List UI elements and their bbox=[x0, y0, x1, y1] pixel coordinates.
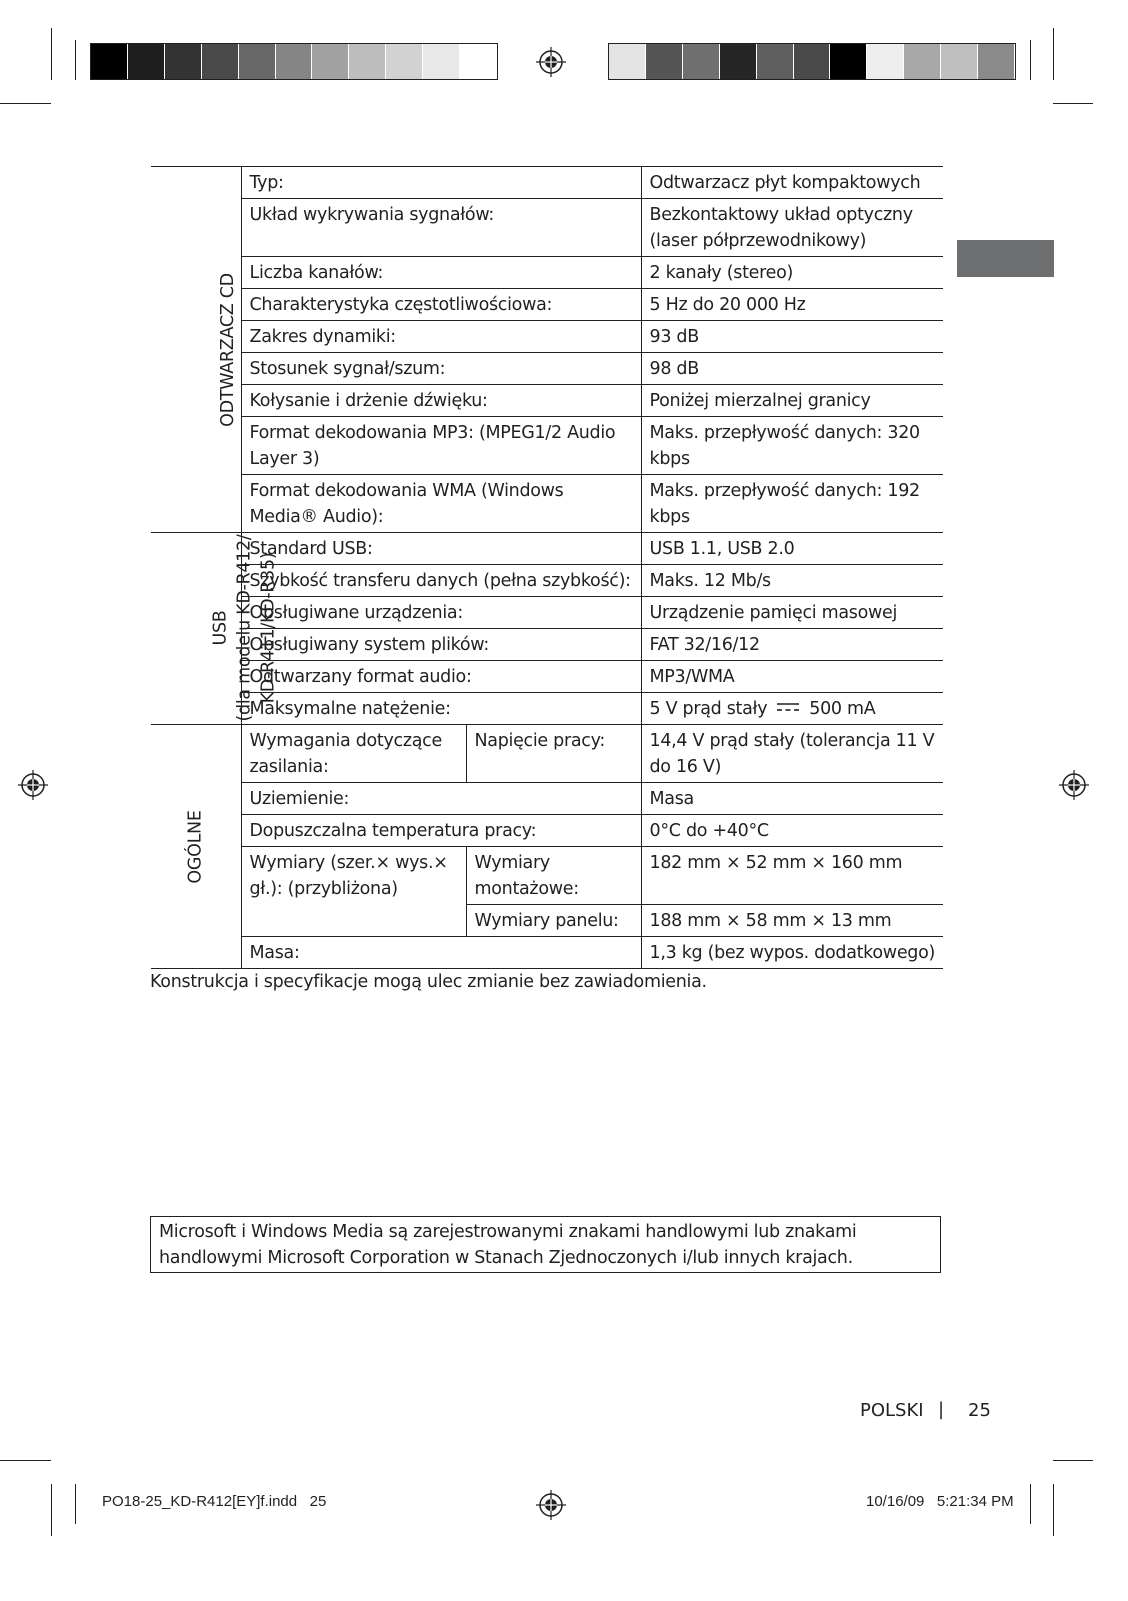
footer-language: POLSKI bbox=[860, 1400, 924, 1421]
spec-label: Uziemienie: bbox=[241, 783, 641, 815]
registration-mark-icon bbox=[1059, 770, 1089, 800]
specifications-table bbox=[151, 166, 943, 969]
spec-label: Liczba kanałów: bbox=[241, 257, 641, 289]
spec-value: Maks. 12 Mb/s bbox=[641, 565, 943, 597]
spec-label: Odtwarzany format audio: bbox=[241, 661, 641, 693]
section-label-usb: USB (dla modelu KD-R412/ KD-R411/KD-R35) bbox=[151, 533, 241, 725]
spec-value: USB 1.1, USB 2.0 bbox=[641, 533, 943, 565]
slug-filename: PO18-25_KD-R412[EY]f.indd 25 bbox=[102, 1493, 327, 1510]
page-number: 25 bbox=[968, 1400, 991, 1421]
spec-value: 98 dB bbox=[641, 353, 943, 385]
section-label-general: OGÓLNE bbox=[151, 725, 241, 969]
spec-value: 182 mm × 52 mm × 160 mm bbox=[641, 847, 943, 905]
table-row bbox=[151, 783, 943, 815]
color-swatch bbox=[830, 44, 867, 79]
spec-label: Szybkość transferu danych (pełna szybkość): bbox=[241, 565, 641, 597]
spec-label: Masa: bbox=[241, 937, 641, 969]
table-row bbox=[151, 385, 943, 417]
color-swatch bbox=[609, 44, 646, 79]
spec-value: Bezkontaktowy układ optyczny (laser półprzewodnikowy) bbox=[641, 199, 943, 257]
spec-sublabel: Napięcie pracy: bbox=[466, 725, 641, 783]
table-row bbox=[151, 815, 943, 847]
color-swatch bbox=[165, 44, 202, 79]
color-bar-left bbox=[90, 43, 498, 80]
crop-mark bbox=[51, 28, 52, 80]
spec-value: 93 dB bbox=[641, 321, 943, 353]
spec-label: Typ: bbox=[241, 167, 641, 199]
spec-sublabel: Wymiary montażowe: bbox=[466, 847, 641, 905]
color-swatch bbox=[794, 44, 831, 79]
color-swatch bbox=[239, 44, 276, 79]
crop-mark bbox=[1053, 1460, 1093, 1461]
color-swatch bbox=[941, 44, 978, 79]
spec-value: Poniżej mierzalnej granicy bbox=[641, 385, 943, 417]
crop-mark bbox=[0, 103, 51, 104]
spec-value: Urządzenie pamięci masowej bbox=[641, 597, 943, 629]
crop-mark bbox=[51, 1484, 52, 1536]
table-row bbox=[151, 847, 943, 905]
color-swatch bbox=[202, 44, 239, 79]
crop-mark bbox=[1053, 1484, 1054, 1536]
spec-value: FAT 32/16/12 bbox=[641, 629, 943, 661]
spec-value: 5 Hz do 20 000 Hz bbox=[641, 289, 943, 321]
color-swatch bbox=[386, 44, 423, 79]
spec-value: Odtwarzacz płyt kompaktowych bbox=[641, 167, 943, 199]
spec-label: Maksymalne natężenie: bbox=[241, 693, 641, 725]
language-tab-marker bbox=[957, 240, 1054, 277]
spec-label: Wymiary (szer.× wys.× gł.): (przybliżona) bbox=[241, 847, 466, 937]
table-row bbox=[151, 257, 943, 289]
color-swatch bbox=[276, 44, 313, 79]
table-row bbox=[151, 289, 943, 321]
section-label-cd: ODTWARZACZ CD bbox=[151, 167, 241, 533]
spec-label: Charakterystyka częstotliwościowa: bbox=[241, 289, 641, 321]
spec-value: Maks. przepływość danych: 320 kbps bbox=[641, 417, 943, 475]
color-swatch bbox=[867, 44, 904, 79]
color-swatch bbox=[312, 44, 349, 79]
spec-sublabel: Wymiary panelu: bbox=[466, 905, 641, 937]
table-row bbox=[151, 533, 943, 565]
footer-separator: | bbox=[938, 1399, 945, 1420]
color-swatch bbox=[128, 44, 165, 79]
spec-label: Format dekodowania MP3: (MPEG1/2 Audio Layer 3) bbox=[241, 417, 641, 475]
disclaimer-note: Konstrukcja i specyfikacje mogą ulec zmianie bez zawiadomienia. bbox=[150, 972, 707, 992]
spec-value: 14,4 V prąd stały (tolerancja 11 V do 16 V) bbox=[641, 725, 943, 783]
spec-value: 0°C do +40°C bbox=[641, 815, 943, 847]
table-row bbox=[151, 725, 943, 783]
color-swatch bbox=[646, 44, 683, 79]
crop-mark bbox=[0, 1460, 51, 1461]
spec-value: MP3/WMA bbox=[641, 661, 943, 693]
table-row bbox=[151, 167, 943, 199]
color-swatch bbox=[978, 44, 1015, 79]
table-row bbox=[151, 353, 943, 385]
spec-label: Zakres dynamiki: bbox=[241, 321, 641, 353]
crop-mark bbox=[75, 40, 76, 80]
crop-mark bbox=[1030, 1484, 1031, 1524]
dc-current-icon bbox=[777, 701, 799, 713]
registration-mark-icon bbox=[536, 47, 566, 77]
color-swatch bbox=[683, 44, 720, 79]
spec-label: Wymagania dotyczące zasilania: bbox=[241, 725, 466, 783]
spec-value: Maks. przepływość danych: 192 kbps bbox=[641, 475, 943, 533]
table-row bbox=[151, 417, 943, 475]
spec-label: Dopuszczalna temperatura pracy: bbox=[241, 815, 641, 847]
spec-value: 5 V prąd stały 500 mA bbox=[641, 693, 943, 725]
color-swatch bbox=[423, 44, 460, 79]
crop-mark bbox=[1053, 103, 1093, 104]
spec-label: Standard USB: bbox=[241, 533, 641, 565]
spec-label: Obsługiwane urządzenia: bbox=[241, 597, 641, 629]
spec-label: Kołysanie i drżenie dźwięku: bbox=[241, 385, 641, 417]
table-row bbox=[151, 937, 943, 969]
table-row bbox=[151, 199, 943, 257]
spec-value: 2 kanały (stereo) bbox=[641, 257, 943, 289]
color-swatch bbox=[757, 44, 794, 79]
registration-mark-icon bbox=[18, 770, 48, 800]
color-swatch bbox=[720, 44, 757, 79]
crop-mark bbox=[1053, 28, 1054, 80]
slug-timestamp: 10/16/09 5:21:34 PM bbox=[866, 1493, 1014, 1510]
color-swatch bbox=[904, 44, 941, 79]
crop-mark bbox=[1030, 40, 1031, 80]
trademark-notice: Microsoft i Windows Media są zarejestrowanymi znakami handlowymi lub znakami handlowymi Microsoft Corporation w Stanach Zjednoczonych i/lub innych krajach. bbox=[150, 1216, 941, 1273]
color-swatch bbox=[460, 44, 497, 79]
color-swatch bbox=[91, 44, 128, 79]
color-swatch bbox=[349, 44, 386, 79]
table-row bbox=[151, 321, 943, 353]
spec-label: Obsługiwany system plików: bbox=[241, 629, 641, 661]
table-row bbox=[151, 475, 943, 533]
spec-value: Masa bbox=[641, 783, 943, 815]
registration-mark-icon bbox=[536, 1490, 566, 1520]
spec-label: Stosunek sygnał/szum: bbox=[241, 353, 641, 385]
spec-label: Format dekodowania WMA (Windows Media® Audio): bbox=[241, 475, 641, 533]
crop-mark bbox=[75, 1484, 76, 1524]
spec-value: 188 mm × 58 mm × 13 mm bbox=[641, 905, 943, 937]
color-bar-right bbox=[608, 43, 1016, 80]
spec-label: Układ wykrywania sygnałów: bbox=[241, 199, 641, 257]
spec-value: 1,3 kg (bez wypos. dodatkowego) bbox=[641, 937, 943, 969]
